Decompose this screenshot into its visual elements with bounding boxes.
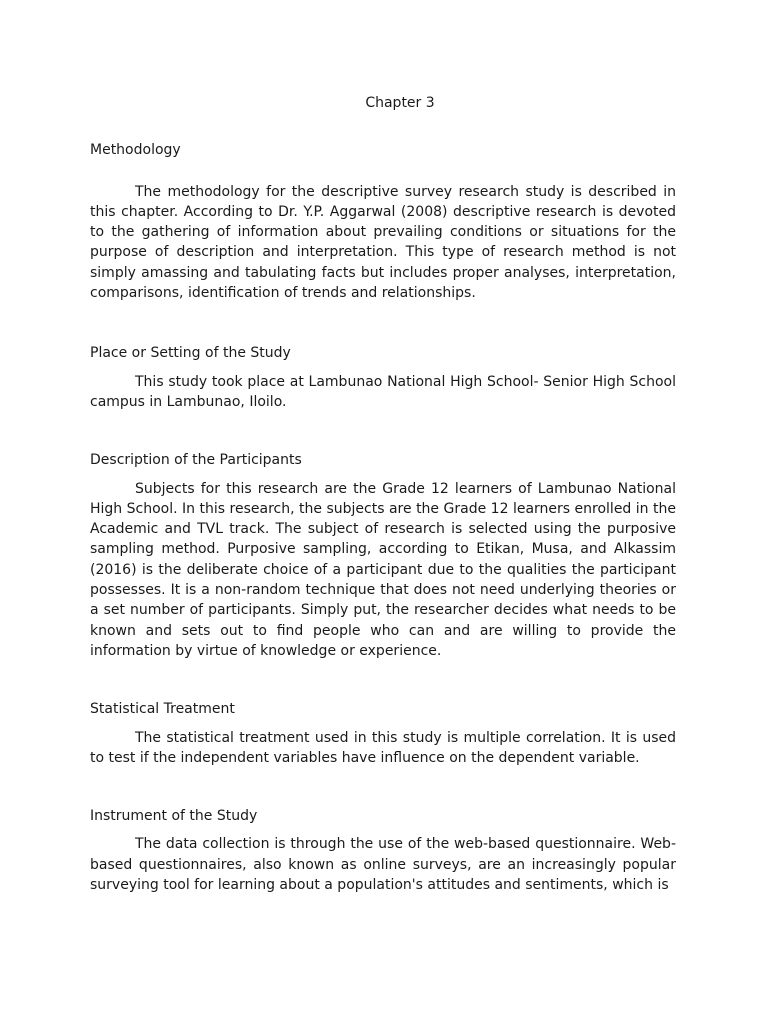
paragraph-place: This study took place at Lambunao National High School- Senior High School campus in Lambunao, Iloilo.: [90, 373, 676, 410]
section-heading-methodology: Methodology: [90, 142, 181, 159]
paragraph-participants: Subjects for this research are the Grade 12 learners of Lambunao National High School. In this research, the subjects are the Grade 12 learners enrolled in the Academic and TVL track. The subject of research is selected using the purposive sampling method. Purposive sampling, according to Etikan, Musa, and Alkassim (2016) is the deliberate choice of a participant due to the qualities the participant possesses. It is a non-random technique that does not need underlying theories or a set number of participants. Simply put, the researcher decides what needs to be known and sets out to find people who can and are willing to provide the information by virtue of knowledge or experience.: [90, 480, 676, 659]
document-body: [90, 93, 676, 895]
section-spacer: [90, 661, 676, 699]
section-spacer: [90, 768, 676, 806]
section-heading-statistical-treatment: Statistical Treatment: [90, 701, 235, 718]
section-spacer: [90, 303, 676, 343]
section-heading-instrument: Instrument of the Study: [90, 808, 258, 825]
section-heading-place: Place or Setting of the Study: [90, 345, 291, 362]
section-spacer: [90, 412, 676, 450]
paragraph-instrument: The data collection is through the use of the web-based questionnaire. Web-based questionnaires, also known as online surveys, are an increasingly popular surveying tool for learning about a population's attitudes and sentiments, which is: [90, 836, 676, 894]
paragraph-methodology: The methodology for the descriptive survey research study is described in this chapter. According to Dr. Y.P. Aggarwal (2008) descriptive research is devoted to the gathering of information about prevailing conditions or situations for the purpose of description and interpretation. This type of research method is not simply amassing and tabulating facts but includes proper analyses, interpretation, comparisons, identification of trends and relationships.: [90, 183, 676, 302]
section-heading-participants: Description of the Participants: [90, 452, 302, 469]
paragraph-statistical-treatment: The statistical treatment used in this study is multiple correlation. It is used to test if the independent variables have influence on the dependent variable.: [90, 729, 676, 766]
chapter-title: Chapter 3: [365, 95, 435, 111]
